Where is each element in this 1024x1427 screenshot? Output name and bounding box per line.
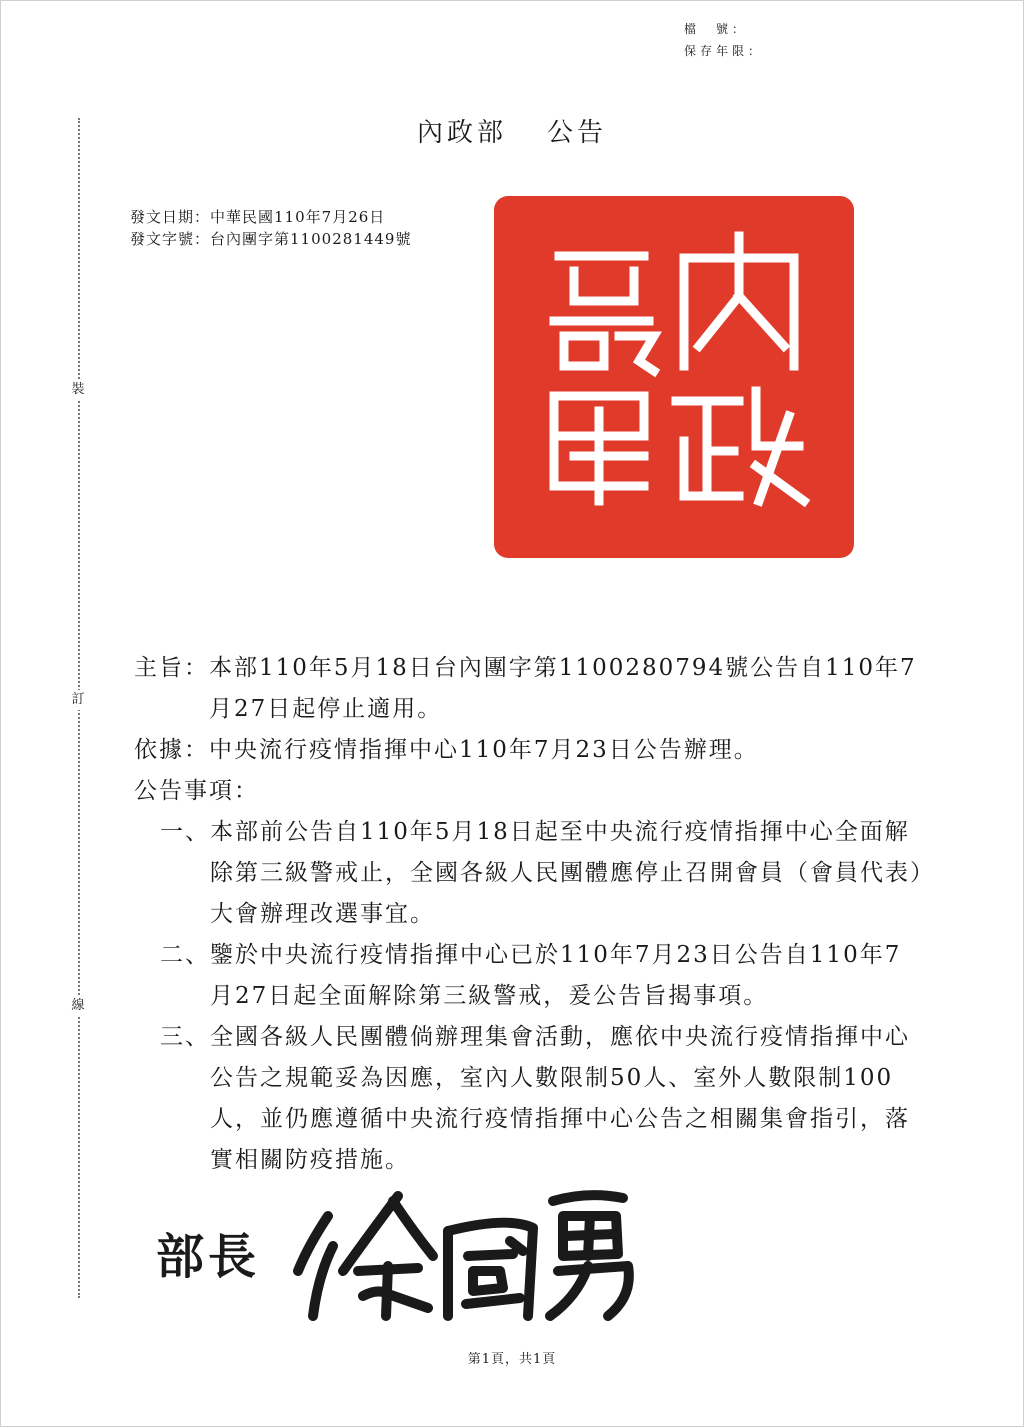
basis-label: 依據： — [134, 737, 209, 763]
document-title — [0, 112, 1024, 149]
issue-date-line — [130, 206, 411, 228]
subject-label: 主旨： — [134, 655, 209, 681]
handwritten-signature-icon — [288, 1176, 648, 1326]
announcement-body — [134, 648, 924, 1181]
retention-label: 保存年限： — [684, 44, 765, 58]
issue-number-label: 發文字號： — [130, 230, 211, 248]
notice-item-number: 二、 — [160, 942, 210, 968]
notice-item-number: 一、 — [160, 819, 210, 845]
subject-section — [134, 648, 924, 730]
page-number: 第1頁，共1頁 — [467, 1352, 557, 1367]
issue-date-value: 中華民國110年7月26日 — [210, 208, 386, 226]
title-type: 公告 — [547, 118, 608, 148]
notice-item-text: 鑒於中央流行疫情指揮中心已於110年7月23日公告自110年7月27日起全面解除第三級警戒，爰公告旨揭事項。 — [210, 942, 902, 1009]
basis-section — [134, 730, 924, 771]
signature-title: 部長 — [156, 1229, 261, 1285]
archive-meta — [684, 18, 764, 62]
issue-number-value: 台內團字第1100281449號 — [210, 230, 412, 248]
official-seal — [494, 196, 854, 558]
subject-text: 本部110年5月18日台內團字第1100280794號公告自110年7月27日起停止適用。 — [209, 655, 917, 722]
notice-label: 公告事項： — [134, 778, 259, 804]
notice-item-text: 本部前公告自110年5月18日起至中央流行疫情指揮中心全面解除第三級警戒止，全國各級人民團體應停止召開會員（會員代表）大會辦理改選事宜。 — [210, 819, 924, 927]
title-agency: 內政部 — [416, 118, 507, 148]
notice-items — [160, 812, 924, 1181]
issue-number-line — [130, 228, 411, 250]
seal-glyphs-icon — [494, 196, 854, 558]
notice-item — [160, 812, 924, 935]
notice-item-number: 三、 — [160, 1024, 210, 1050]
notice-item-text: 全國各級人民團體倘辦理集會活動，應依中央流行疫情指揮中心公告之規範妥為因應，室內人數限制50人、室外人數限制100人，並仍應遵循中央流行疫情指揮中心公告之相關集會指引，落實相關防疫措施。 — [210, 1024, 910, 1173]
notice-item — [160, 935, 924, 1017]
issue-info — [130, 206, 411, 250]
binding-char-zhuang: 裝 — [68, 380, 88, 400]
notice-item — [160, 1017, 924, 1181]
file-number-label: 檔 號： — [684, 22, 749, 36]
binding-char-xian: 線 — [68, 996, 88, 1016]
basis-text: 中央流行疫情指揮中心110年7月23日公告辦理。 — [209, 737, 759, 763]
binding-char-ding: 訂 — [68, 690, 88, 710]
issue-date-label: 發文日期： — [130, 208, 211, 226]
minister-signature — [156, 1176, 646, 1326]
